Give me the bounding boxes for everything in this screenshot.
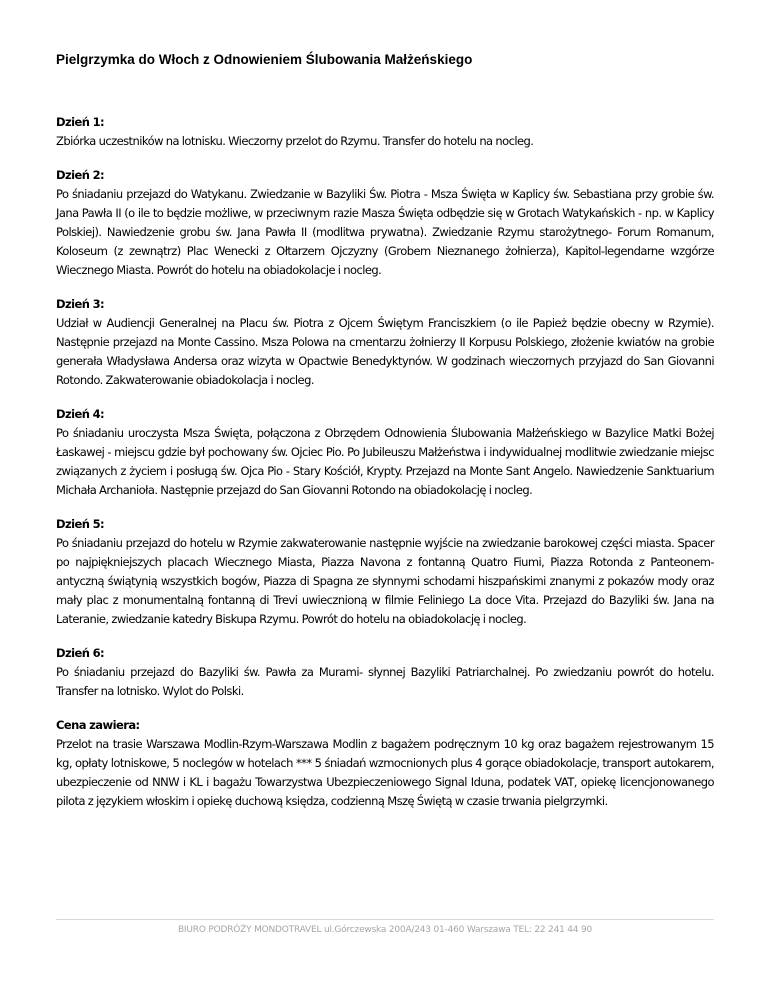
- section-day-6: [56, 644, 714, 701]
- section-day-2: [56, 166, 714, 280]
- document-page: [56, 0, 714, 994]
- section-heading: Dzień 2:: [56, 168, 105, 182]
- page-footer: BIURO PODRÓŻY MONDOTRAVEL ul.Górczewska 200A/243 01-460 Warszawa TEL: 22 241 44 90: [56, 919, 714, 935]
- section-text: Po śniadaniu przejazd do Bazyliki św. Pawła za Murami- słynnej Bazyliki Patriarchalnej. Po zwiedzaniu powrót do hotelu. Transfer na lotnisko. Wylot do Polski.: [56, 665, 714, 698]
- section-day-3: [56, 295, 714, 390]
- section-text: Po śniadaniu uroczysta Msza Święta, połączona z Obrzędem Odnowienia Ślubowania Małżeńskiego w Bazylice Matki Bożej Łaskawej - miejscu gdzie był pochowany św. Ojciec Pio. Po Jubileuszu Małżeństwa i indywidualnej modlitwie zwiedzanie miejsc związanych z życiem i posługą św. Ojca Pio - Stary Kościół, Krypty. Przejazd na Monte Sant Angelo. Nawiedzenie Sanktuarium Michała Archanioła. Następnie przejazd do San Giovanni Rotondo na obiadokolację i nocleg.: [56, 426, 714, 497]
- section-heading: Dzień 6:: [56, 646, 105, 660]
- section-heading: Cena zawiera:: [56, 718, 140, 732]
- itinerary: [56, 113, 714, 826]
- section-heading: Dzień 4:: [56, 407, 105, 421]
- section-day-4: [56, 405, 714, 500]
- section-day-5: [56, 515, 714, 629]
- document-title: Pielgrzymka do Włoch z Odnowieniem Ślubowania Małżeńskiego: [56, 52, 473, 67]
- section-text: Udział w Audiencji Generalnej na Placu św. Piotra z Ojcem Świętym Franciszkiem (o ile Papież będzie obecny w Rzymie). Następnie przejazd na Monte Cassino. Msza Polowa na cmentarzu żołnierzy II Korpusu Polskiego, złożenie kwiatów na grobie generała Władysława Andersa oraz wizyta w Opactwie Benedyktynów. W godzinach wieczornych przyjazd do San Giovanni Rotondo. Zakwaterowanie obiadokolacja i nocleg.: [56, 316, 714, 387]
- section-heading: Dzień 3:: [56, 297, 105, 311]
- section-heading: Dzień 1:: [56, 115, 105, 129]
- section-text: Przelot na trasie Warszawa Modlin-Rzym-Warszawa Modlin z bagażem podręcznym 10 kg oraz bagażem rejestrowanym 15 kg, opłaty lotniskowe, 5 noclegów w hotelach *** 5 śniadań wzmocnionych plus 4 gorące obiadokolacje, transport autokarem, ubezpieczenie od NNW i KL i bagażu Towarzystwa Ubezpieczeniowego Signal Iduna, podatek VAT, opiekę licencjonowanego pilota z językiem włoskim i opiekę duchową księdza, codzienną Mszę Świętą w czasie trwania pielgrzymki.: [56, 737, 714, 808]
- section-price-includes: [56, 716, 714, 811]
- section-day-1: [56, 113, 714, 151]
- section-heading: Dzień 5:: [56, 517, 105, 531]
- section-text: Po śniadaniu przejazd do Watykanu. Zwiedzanie w Bazyliki Św. Piotra - Msza Święta w Kaplicy św. Sebastiana przy grobie św. Jana Pawła II (o ile to będzie możliwe, w przeciwnym razie Masza Święta odbędzie się w Grotach Watykańskich - np. w Kaplicy Polskiej). Nawiedzenie grobu św. Jana Pawła II (modlitwa prywatna). Zwiedzanie Rzymu starożytnego- Forum Romanum, Koloseum (z zewnątrz) Plac Wenecki z Ołtarzem Ojczyzny (Grobem Nieznanego żołnierza), Kapitol-legendarne wzgórze Wiecznego Miasta. Powrót do hotelu na obiadokolacje i nocleg.: [56, 187, 714, 277]
- section-text: Zbiórka uczestników na lotnisku. Wieczorny przelot do Rzymu. Transfer do hotelu na nocleg.: [56, 134, 534, 148]
- section-text: Po śniadaniu przejazd do hotelu w Rzymie zakwaterowanie następnie wyjście na zwiedzanie barokowej części miasta. Spacer po najpiękniejszych placach Wiecznego Miasta, Piazza Navona z fontanną Quatro Fiumi, Piazza Rotonda z Panteonem-antyczną świątynią wszystkich bogów, Piazza di Spagna ze słynnymi schodami hiszpańskimi znanymi z pokazów mody oraz mały plac z monumentalną fontanną di Trevi uwiecznioną w filmie Feliniego La doce Vita. Przejazd do Bazyliki św. Jana na Lateranie, zwiedzanie katedry Biskupa Rzymu. Powrót do hotelu na obiadokolację i nocleg.: [56, 536, 714, 626]
